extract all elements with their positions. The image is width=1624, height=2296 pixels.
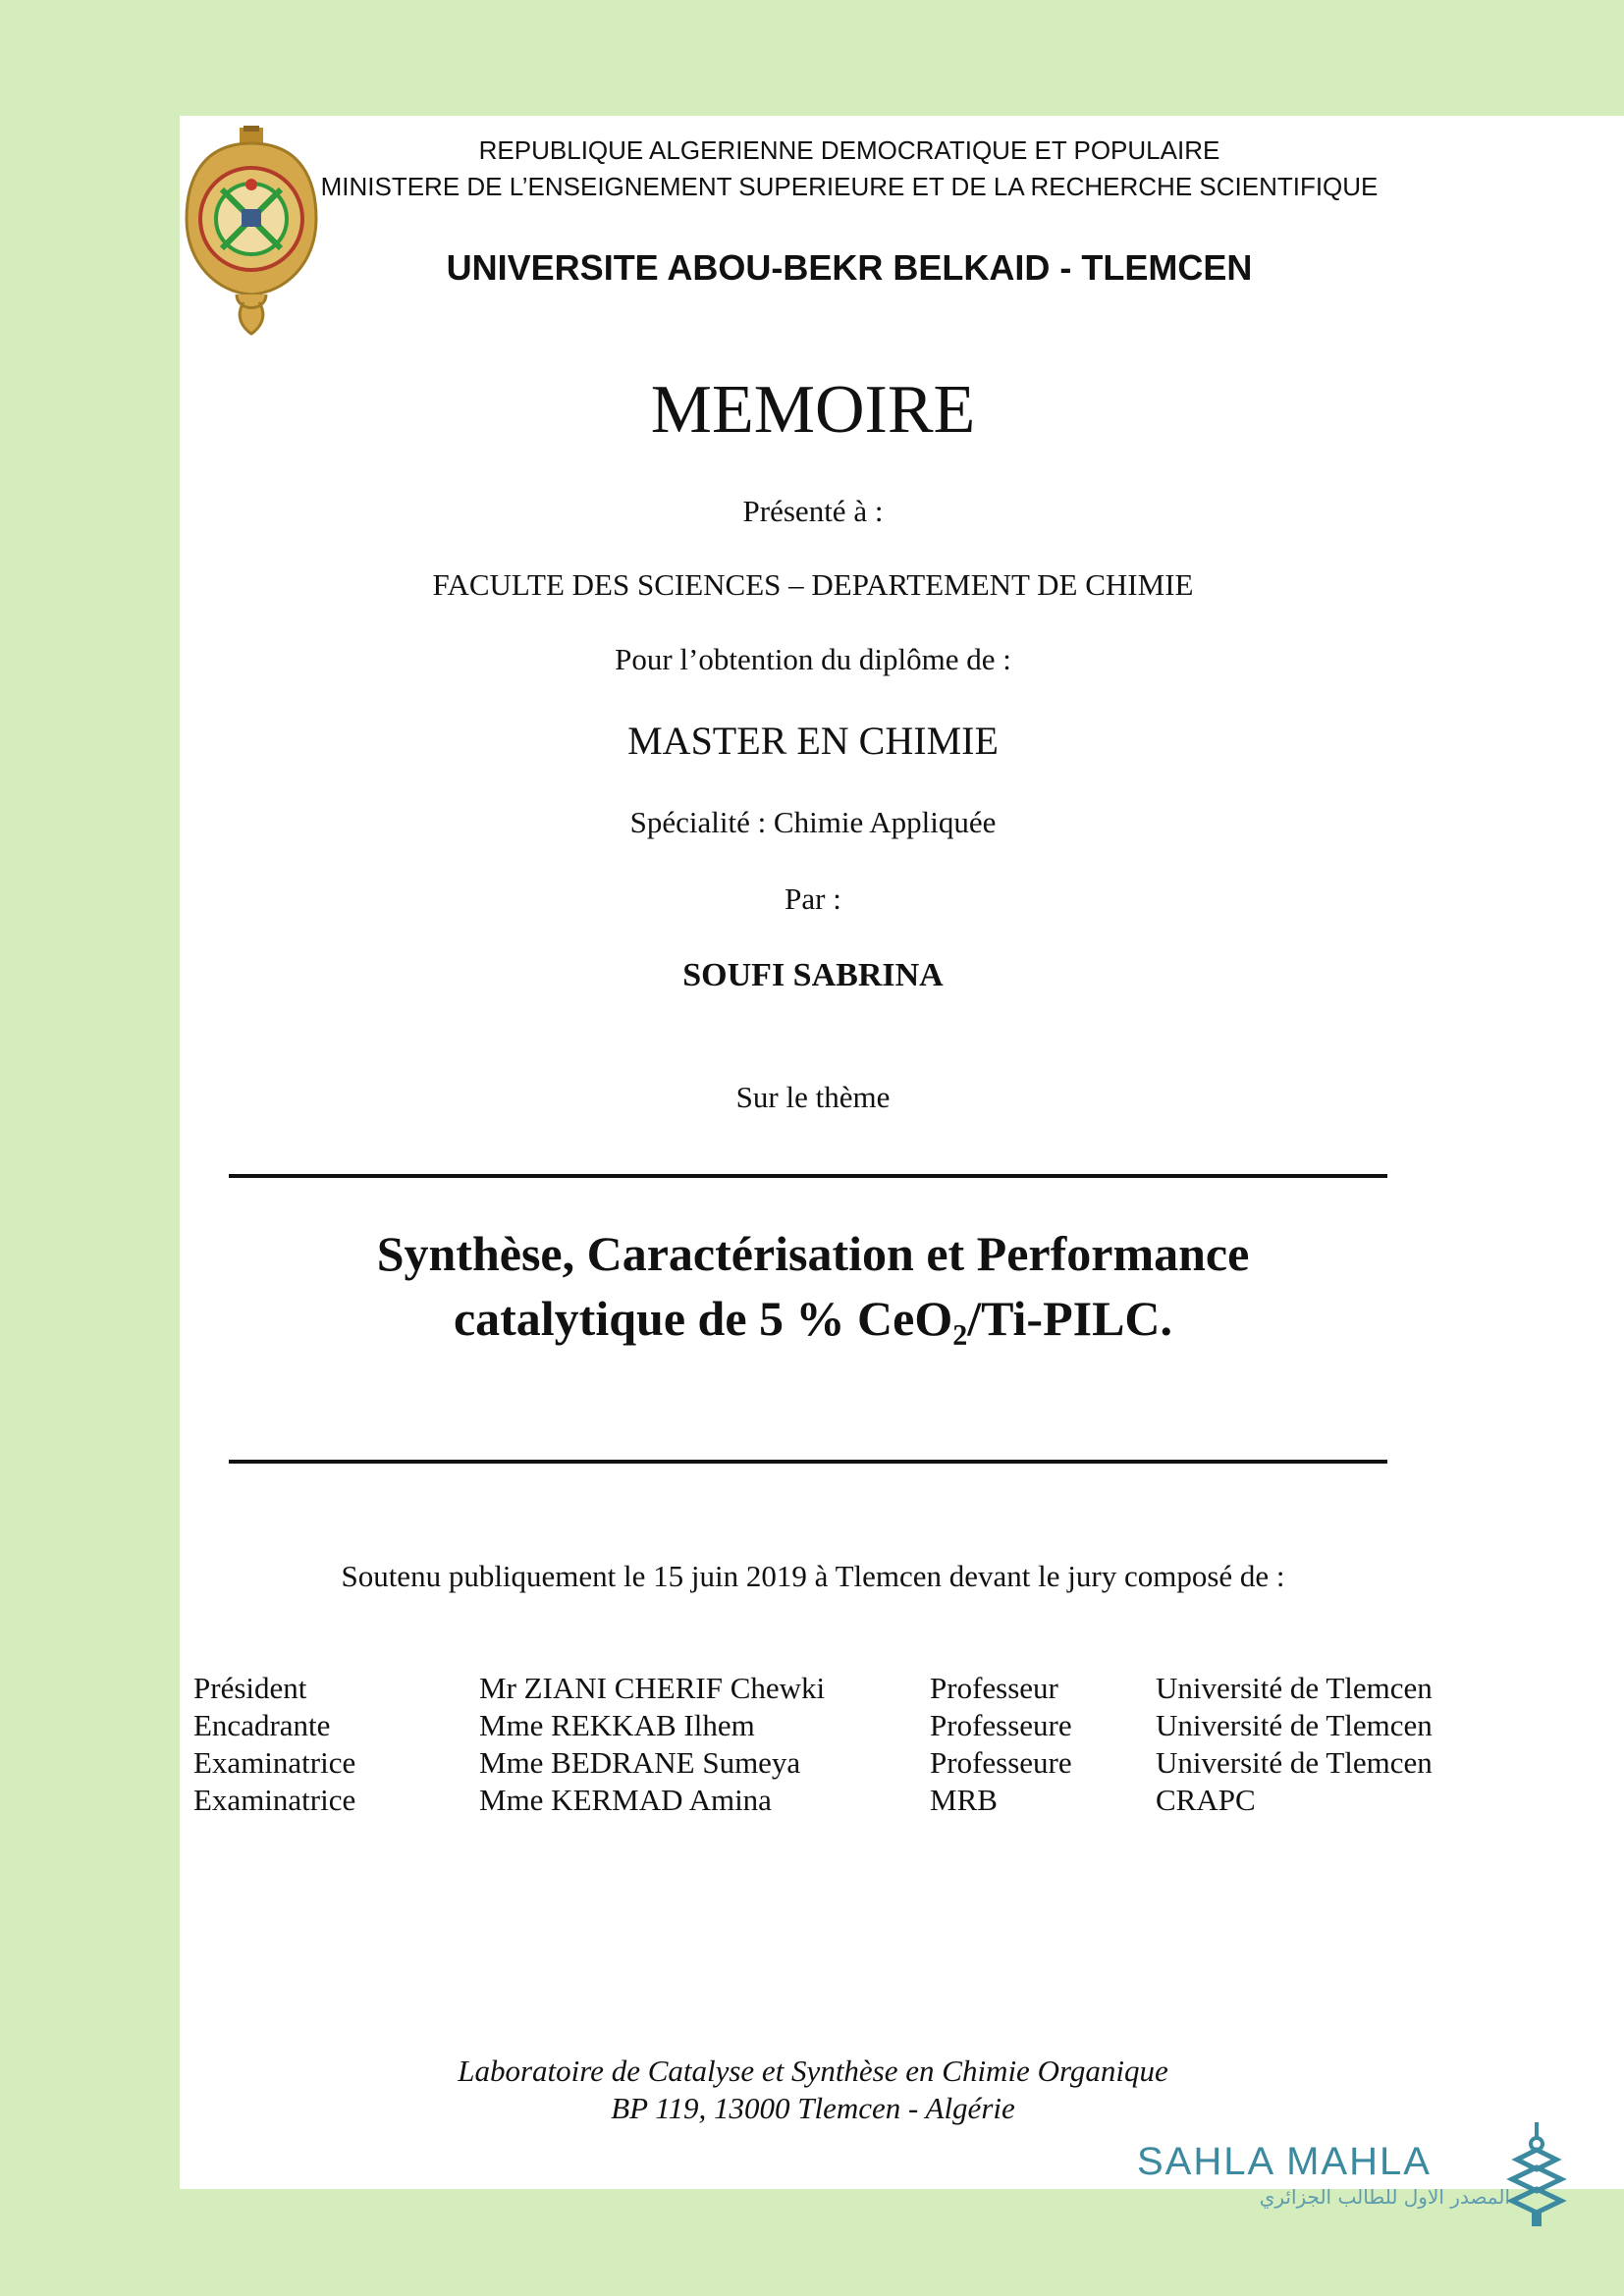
jury-name: Mme BEDRANE Sumeya [479, 1745, 801, 1780]
jury-row [193, 1671, 1470, 1708]
jury-name: Mr ZIANI CHERIF Chewki [479, 1671, 826, 1705]
document-type: MEMOIRE [650, 372, 976, 448]
lab-name: Laboratoire de Catalyse et Synthèse en Chimie Organique [458, 2054, 1168, 2088]
lab-address: BP 119, 13000 Tlemcen - Algérie [611, 2091, 1015, 2125]
jury-name: Mme REKKAB Ilhem [479, 1708, 755, 1742]
jury-grade: Professeur [930, 1671, 1058, 1705]
presented-to: Présenté à : [742, 494, 884, 528]
diploma: MASTER EN CHIMIE [627, 719, 999, 763]
jury-row [193, 1745, 1470, 1783]
jury-role: Examinatrice [193, 1745, 356, 1780]
by-label: Par : [785, 881, 841, 916]
jury-institution: Université de Tlemcen [1156, 1745, 1433, 1780]
thesis-title-line1: Synthèse, Caractérisation et Performance [376, 1226, 1250, 1281]
jury-institution: CRAPC [1156, 1783, 1256, 1817]
jury-row [193, 1783, 1470, 1820]
jury-name: Mme KERMAD Amina [479, 1783, 772, 1817]
university-name: UNIVERSITE ABOU-BEKR BELKAID - TLEMCEN [446, 247, 1253, 288]
thesis-title-line2: catalytique de 5 % CeO₂/Ti-PILC. [453, 1291, 1173, 1346]
sahla-mahla-logo-icon [1502, 2120, 1571, 2228]
jury-row [193, 1708, 1470, 1745]
jury-role: Examinatrice [193, 1783, 356, 1817]
defense-statement: Soutenu publiquement le 15 juin 2019 à Tlemcen devant le jury composé de : [341, 1559, 1285, 1593]
jury-grade: Professeure [930, 1708, 1072, 1742]
title-top-rule [229, 1174, 1387, 1178]
diploma-intro: Pour l’obtention du diplôme de : [615, 642, 1011, 676]
title-bottom-rule [229, 1460, 1387, 1464]
jury-grade: Professeure [930, 1745, 1072, 1780]
republic-line: REPUBLIQUE ALGERIENNE DEMOCRATIQUE ET POPULAIRE [478, 135, 1220, 165]
ministry-line: MINISTERE DE L’ENSEIGNEMENT SUPERIEURE ET DE LA RECHERCHE SCIENTIFIQUE [320, 172, 1379, 201]
jury-grade: MRB [930, 1783, 998, 1817]
theme-intro: Sur le thème [735, 1080, 891, 1114]
watermark-name: SAHLA MAHLA [1137, 2140, 1432, 2183]
jury-institution: Université de Tlemcen [1156, 1708, 1433, 1742]
jury-institution: Université de Tlemcen [1156, 1671, 1433, 1705]
faculty: FACULTE DES SCIENCES – DEPARTEMENT DE CHIMIE [432, 567, 1194, 602]
author: SOUFI SABRINA [682, 957, 944, 993]
specialty: Spécialité : Chimie Appliquée [629, 805, 997, 839]
watermark-tagline: المصدر الاول للطالب الجزائري [1259, 2185, 1510, 2209]
jury-role: Encadrante [193, 1708, 331, 1742]
jury-role: Président [193, 1671, 307, 1705]
